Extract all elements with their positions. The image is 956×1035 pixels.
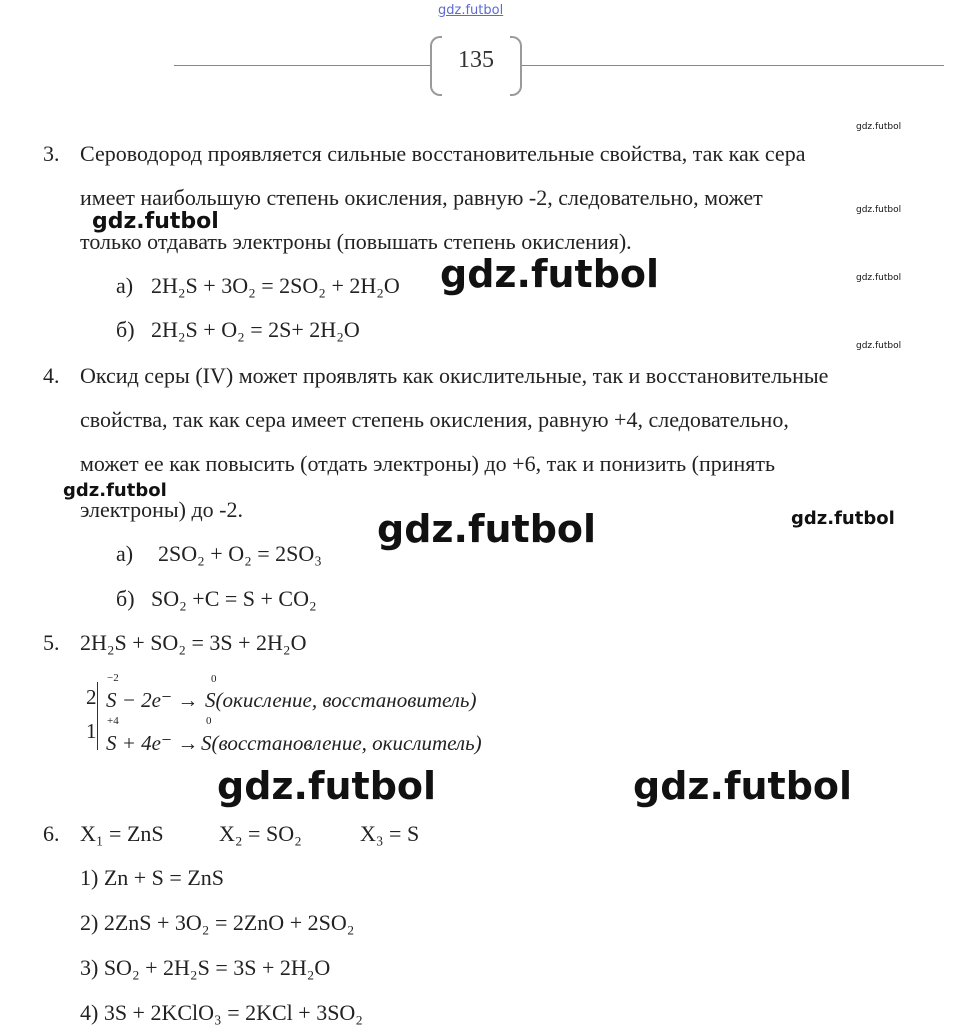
item-6-step-4: 4) 3S + 2KClO₃ = 2KCl + 3SO₂: [80, 1000, 363, 1025]
redox-1-coefficient: 2: [86, 685, 97, 709]
item-4b-label: б): [116, 586, 135, 611]
item-6-x3: X₃ = S: [360, 821, 420, 846]
item-5-equation: 2H₂S + SO₂ = 3S + 2H₂O: [80, 630, 307, 655]
item-4-line-2: свойства, так как сера имеет степень окисления, равную +4, следовательно,: [80, 407, 789, 432]
item-3a-equation: 2H₂S + 3O₂ = 2SO₂ + 2H₂O: [151, 273, 400, 298]
item-6-number: 6.: [43, 821, 60, 846]
item-6-step-3: 3) SO₂ + 2H₂S = 3S + 2H₂O: [80, 955, 331, 980]
item-3b-equation: 2H₂S + O₂ = 2S+ 2H₂O: [151, 317, 360, 342]
item-6-step-1: 1) Zn + S = ZnS: [80, 865, 224, 890]
watermark: gdz.futbol: [633, 764, 853, 808]
watermark: gdz.futbol: [63, 480, 167, 501]
item-4-number: 4.: [43, 363, 60, 388]
watermark: gdz.futbol: [856, 122, 902, 132]
watermark: gdz.futbol: [856, 341, 902, 351]
watermark-top[interactable]: gdz.futbol: [438, 3, 504, 18]
header-rule-left: [174, 65, 430, 66]
item-3-number: 3.: [43, 141, 60, 166]
watermark: gdz.futbol: [856, 273, 902, 283]
header-rule-right: [522, 65, 944, 66]
redox-2-left-side: S + 4e⁻ →: [106, 731, 199, 755]
item-3-line-2: имеет наибольшую степень окисления, равную -2, следовательно, может: [80, 185, 763, 210]
item-4-line-1: Оксид серы (IV) может проявлять как окислительные, так и восстановительные: [80, 363, 829, 388]
watermark: gdz.futbol: [92, 209, 219, 234]
redox-2-coefficient: 1: [86, 719, 97, 743]
watermark: gdz.futbol: [791, 508, 895, 529]
item-6-x2: X₂ = SO₂: [219, 821, 302, 846]
item-5-number: 5.: [43, 630, 60, 655]
redox-1-product-oxidation-state: 0: [211, 673, 217, 685]
watermark: gdz.futbol: [856, 205, 902, 215]
item-3-line-1: Сероводород проявляется сильные восстановительные свойства, так как сера: [80, 141, 806, 166]
item-4-line-4: электроны) до -2.: [80, 497, 243, 522]
item-4a-label: а): [116, 541, 134, 566]
redox-2-oxidation-state: +4: [107, 715, 119, 727]
redox-2-product-oxidation-state: 0: [206, 715, 212, 727]
redox-1-right-side: S(окисление, восстановитель): [205, 688, 477, 712]
item-4a-equation: 2SO₂ + O₂ = 2SO₃: [158, 541, 322, 566]
watermark: gdz.futbol: [440, 252, 660, 296]
watermark: gdz.futbol: [377, 507, 597, 551]
redox-bar: [97, 682, 98, 750]
item-3a-label: а): [116, 273, 134, 298]
item-4-line-3: может ее как повысить (отдать электроны) до +6, так и понизить (принять: [80, 451, 776, 476]
page-number-box: [430, 36, 522, 94]
redox-1-left-side: S − 2e⁻ →: [106, 688, 199, 712]
redox-2-right-side: S(восстановление, окислитель): [201, 731, 482, 755]
item-4b-equation: SO₂ +C = S + CO₂: [151, 586, 317, 611]
item-3b-label: б): [116, 317, 135, 342]
redox-1-oxidation-state: −2: [107, 672, 119, 684]
page-number: 135: [458, 47, 494, 73]
watermark: gdz.futbol: [217, 764, 437, 808]
item-3-line-3: только отдавать электроны (повышать степень окисления).: [80, 229, 632, 254]
item-6-step-2: 2) 2ZnS + 3O₂ = 2ZnO + 2SO₂: [80, 910, 355, 935]
item-6-x1: X₁ = ZnS: [80, 821, 164, 846]
